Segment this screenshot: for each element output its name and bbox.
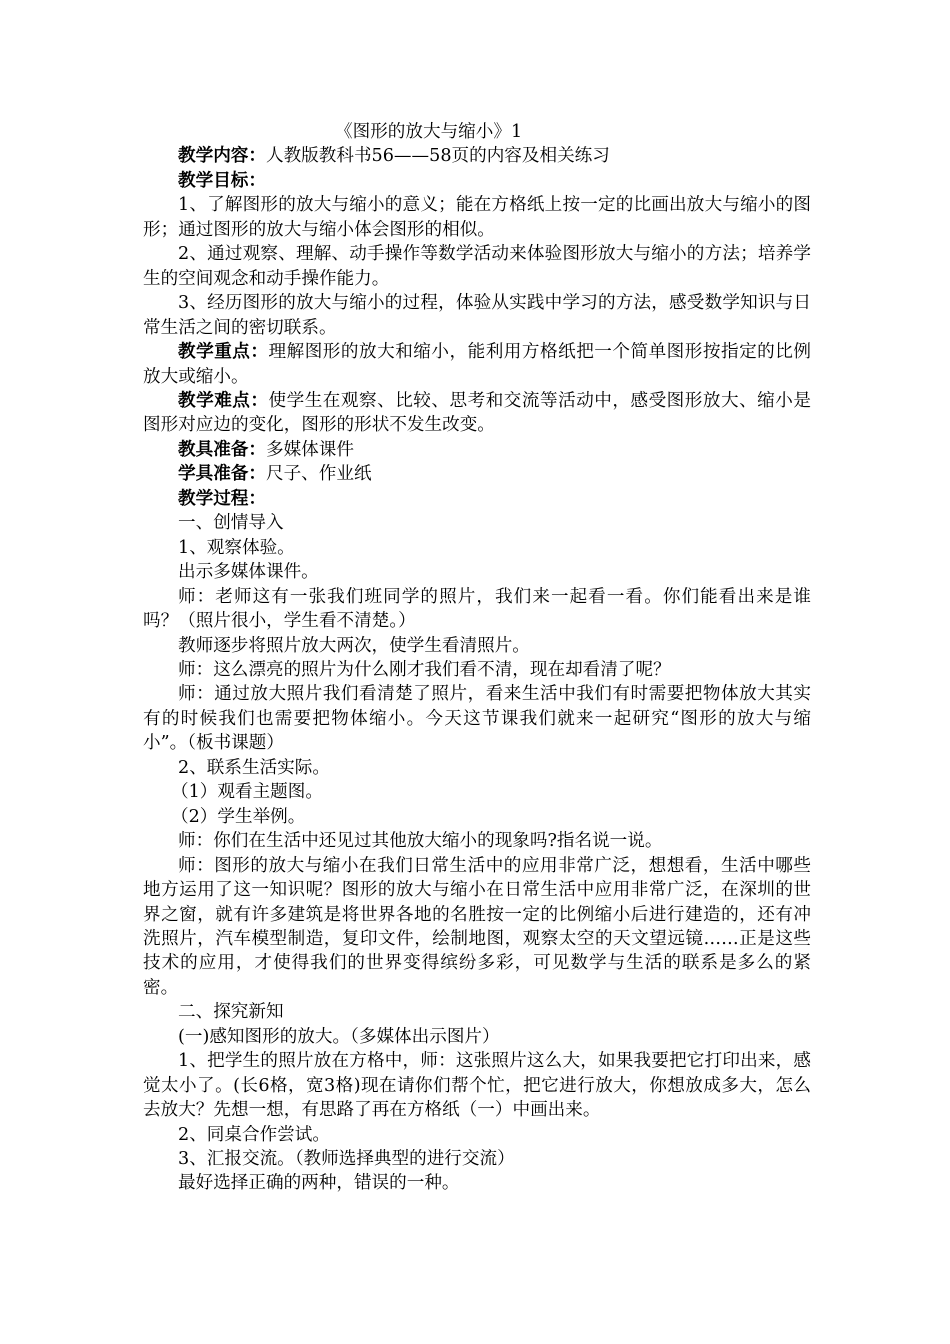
process-line: 2、同桌合作尝试。	[178, 1124, 330, 1145]
process-line: 师：通过放大照片我们看清楚了照片，看来生活中我们有时需要把物体放大其实有的时候我们也需要把物体缩小。今天这节课我们就来一起研究“图形的放大与缩小”。（板书课题）	[143, 684, 811, 754]
process-line: 出示多媒体课件。	[178, 562, 319, 583]
difficult-paragraph	[143, 389, 811, 438]
process-heading	[143, 487, 811, 511]
process-line: 师：图形的放大与缩小在我们日常生活中的应用非常广泛，想想看，生活中哪些地方运用了这一知识呢？图形的放大与缩小在日常生活中应用非常广泛，在深圳的世界之窗，就有许多建筑是将世界各地的名胜按一定的比例缩小后进行建造的，还有冲洗照片，汽车模型制造，复印文件，绘制地图，观察太空的天文望远镜……正是这些技术的应用，才使得我们的世界变得缤纷多彩，可见数学与生活的联系是多么的紧密。	[143, 855, 811, 998]
process-line: 师：这么漂亮的照片为什么刚才我们看不清，现在却看清了呢？	[178, 659, 671, 680]
process-line: 二、探究新知	[178, 1002, 284, 1023]
key-paragraph	[143, 340, 811, 389]
process-line: 教师逐步将照片放大两次，使学生看清照片。	[178, 635, 530, 656]
tools-paragraph	[143, 438, 811, 462]
goal-1: 1、了解图形的放大与缩小的意义；能在方格纸上按一定的比画出放大与缩小的图形；通过图形的放大与缩小体会图形的相似。	[143, 195, 811, 240]
process-label: 教学过程：	[178, 487, 266, 509]
process-line: (一)感知图形的放大。（多媒体出示图片）	[178, 1026, 500, 1047]
process-line: 师：你们在生活中还见过其他放大缩小的现象吗?指名说一说。	[178, 831, 663, 852]
process-line: 2、联系生活实际。	[178, 757, 330, 778]
student-tools-text: 尺子、作业纸	[265, 464, 372, 485]
document-title: 《图形的放大与缩小》1	[335, 122, 523, 142]
tools-text: 多媒体课件	[265, 439, 354, 460]
student-tools-label: 学具准备：	[178, 463, 266, 485]
goal-2: 2、通过观察、理解、动手操作等数学活动来体验图形放大与缩小的方法；培养学生的空间观念和动手操作能力。	[143, 244, 811, 289]
process-line: 一、创情导入	[178, 513, 284, 534]
key-label: 教学重点：	[178, 341, 269, 363]
process-line: （2）学生举例。	[171, 806, 306, 827]
process-line: 师：老师这有一张我们班同学的照片，我们来一起看一看。你们能看出来是谁吗？（照片很小，学生看不清楚。）	[143, 586, 811, 632]
content-text: 人教版教科书56——58页的内容及相关练习	[265, 146, 610, 167]
difficult-text: 使学生在观察、比较、思考和交流等活动中，感受图形放大、缩小是图形对应边的变化，图形的形状不发生改变。	[143, 390, 811, 436]
process-line: 1、把学生的照片放在方格中，师：这张照片这么大，如果我要把它打印出来，感觉太小了。(长6格，宽3格)现在请你们帮个忙，把它进行放大，你想放成多大，怎么去放大？先想一想，有思路了再在方格纸（一）中画出来。	[143, 1051, 811, 1121]
goal-3: 3、经历图形的放大与缩小的过程，体验从实践中学习的方法，感受数学知识与日常生活之间的密切联系。	[143, 293, 811, 338]
key-text: 理解图形的放大和缩小，能利用方格纸把一个简单图形按指定的比例放大或缩小。	[143, 342, 811, 387]
goals-heading	[143, 169, 811, 193]
student-tools-paragraph	[143, 462, 811, 486]
process-line: （1）观看主题图。	[171, 782, 323, 803]
process-line: 1、观察体验。	[178, 537, 295, 558]
process-line: 3、汇报交流。（教师选择典型的进行交流）	[178, 1149, 515, 1170]
tools-label: 教具准备：	[178, 438, 266, 460]
difficult-label: 教学难点：	[178, 389, 269, 411]
process-line: 最好选择正确的两种，错误的一种。	[178, 1173, 460, 1194]
document-page	[143, 120, 811, 1196]
content-paragraph	[143, 144, 811, 168]
goals-label: 教学目标：	[178, 169, 266, 191]
content-label: 教学内容：	[178, 145, 266, 167]
